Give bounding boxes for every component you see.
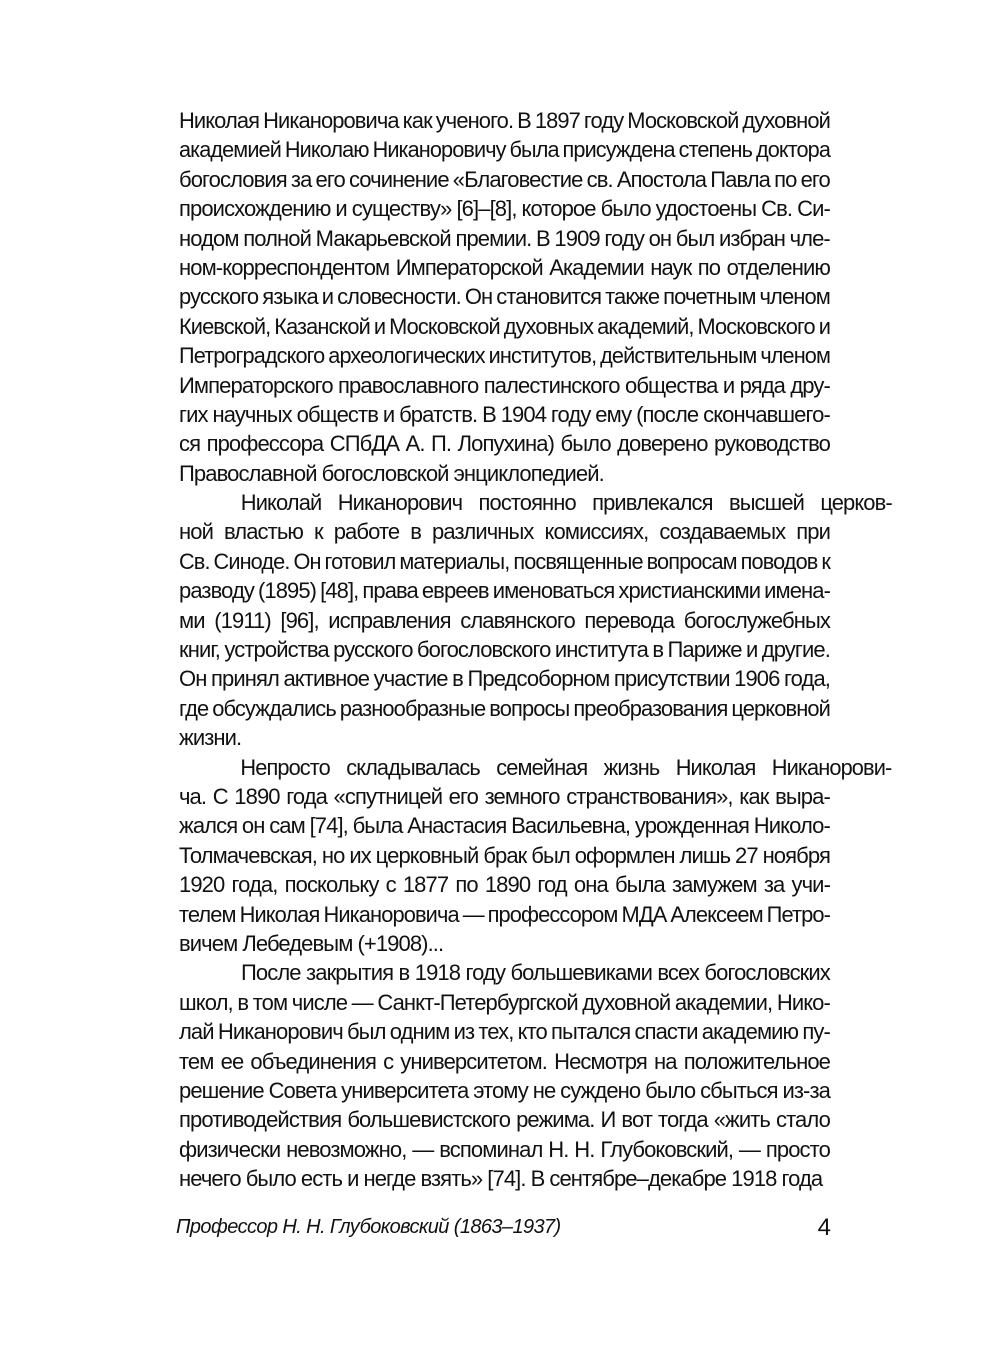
text-line: телем Николая Никаноровича — профессором МДА Алексеем Петро- [179, 901, 830, 927]
body-text [179, 106, 892, 1193]
text-line: Св. Синоде. Он готовил материалы, посвященные вопросам поводов к [179, 548, 830, 574]
running-title: Профессор Н. Н. Глубоковский (1863–1937) [176, 1216, 561, 1238]
paragraph [179, 488, 892, 753]
text-line: нечего было есть и негде взять» [74]. В сентябре–декабре 1918 года [179, 1166, 823, 1192]
text-line: академией Николаю Никаноровичу была присуждена степень доктора [179, 137, 830, 163]
text-line: происхождению и существу» [6]–[8], которое было удостоены Св. Си- [179, 196, 830, 222]
text-line: ной властью к работе в различных комиссиях, создаваемых при [179, 519, 830, 545]
text-line: русского языка и словесности. Он становится также почетным членом [179, 284, 830, 310]
text-line: Толмачевская, но их церковный брак был оформлен лишь 27 ноября [179, 842, 830, 868]
text-line: Николая Никаноровича как ученого. В 1897 году Московской духовной [179, 108, 830, 133]
text-line: противодействия большевистского режима. И вот тогда «жить стало [179, 1107, 830, 1133]
text-line: разводу (1895) [48], права евреев именоваться христианскими имена- [179, 578, 830, 604]
paragraph [179, 106, 830, 488]
paragraph [179, 753, 892, 959]
text-line: лай Никанорович был одним из тех, кто пытался спасти академию пу- [179, 1019, 830, 1045]
text-line: жизни. [179, 725, 242, 751]
text-line: тем ее объединения с университетом. Несмотря на положительное [179, 1048, 830, 1074]
text-line: книг, устройства русского богословского института в Париже и другие. [179, 637, 830, 663]
page-number: 4 [817, 1214, 831, 1241]
text-line: гих научных обществ и братств. В 1904 году ему (после скончавшего- [179, 401, 830, 427]
text-line: После закрытия в 1918 году большевиками всех богословских [241, 960, 830, 986]
text-line: 1920 года, поскольку с 1877 по 1890 год она была замужем за учи- [179, 872, 830, 898]
text-line: физически невозможно, — вспоминал Н. Н. Глубоковский, — просто [179, 1136, 830, 1162]
text-line: нодом полной Макарьевской премии. В 1909 году он был избран чле- [179, 225, 830, 251]
text-line: Непросто складывалась семейная жизнь Николая Никанорови- [240, 754, 892, 780]
text-line: школ, в том числе — Санкт-Петербургской духовной академии, Нико- [179, 989, 830, 1015]
paragraph [179, 958, 830, 1193]
text-line: Николай Никанорович постоянно привлекался высшей церков- [240, 490, 892, 516]
text-line: ча. С 1890 года «спутницей его земного странствования», как выра- [179, 783, 830, 809]
text-line: Он принял активное участие в Предсоборном присутствии 1906 года, [179, 666, 830, 692]
text-line: ся профессора СПбДА А. П. Лопухина) было доверено руководство [179, 431, 830, 457]
text-line: жался он сам [74], была Анастасия Васильевна, урожденная Николо- [179, 813, 830, 839]
page-footer [176, 1214, 831, 1244]
text-line: Петроградского археологических институтов, действительным членом [179, 343, 830, 369]
text-line: решение Совета университета этому не суждено было сбыться из-за [179, 1077, 830, 1103]
text-line: ми (1911) [96], исправления славянского перевода богослужебных [179, 607, 830, 633]
text-line: Православной богословской энциклопедией. [179, 460, 604, 486]
text-line: ном-корреспондентом Императорской Академии наук по отделению [179, 254, 830, 280]
text-line: где обсуждались разнообразные вопросы преобразования церковной [179, 695, 830, 721]
text-line: богословия за его сочинение «Благовестие св. Апостола Павла по его [179, 166, 830, 192]
text-line: вичем Лебедевым (+1908)... [179, 930, 444, 956]
text-line: Императорского православного палестинского общества и ряда дру- [179, 372, 830, 398]
text-line: Киевской, Казанской и Московской духовных академий, Московского и [179, 313, 830, 339]
